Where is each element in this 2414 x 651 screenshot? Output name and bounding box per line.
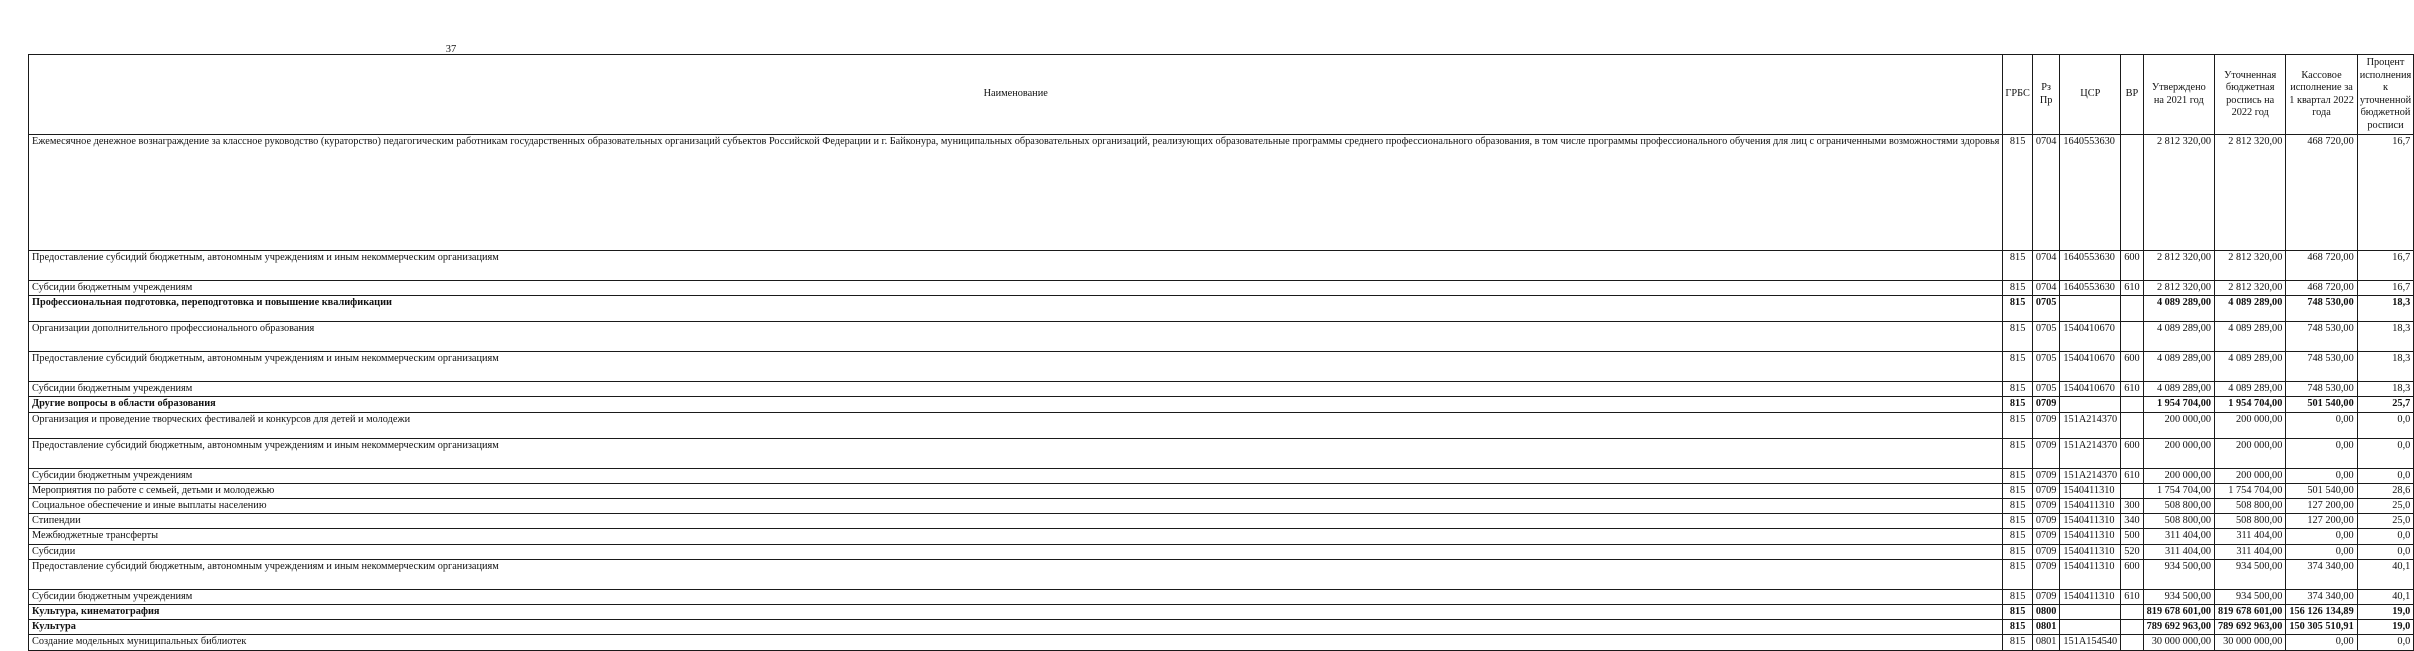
approved-amount-cell: 4 089 289,00 [2143,352,2214,382]
rz-pr-cell: 0709 [2032,412,2060,438]
grbs-cell: 815 [2003,296,2032,322]
csr-cell: 151A154540 [2060,635,2121,650]
refined-amount-cell: 30 000 000,00 [2215,635,2286,650]
csr-cell: 1640553630 [2060,281,2121,296]
rz-pr-cell: 0705 [2032,322,2060,352]
percent-cell: 16,7 [2357,251,2414,281]
approved-amount-cell: 1 754 704,00 [2143,483,2214,498]
approved-amount-cell: 311 404,00 [2143,544,2214,559]
table-row [29,620,2414,635]
rz-pr-cell: 0709 [2032,559,2060,589]
cash-execution-cell: 0,00 [2286,635,2357,650]
table-row [29,296,2414,322]
row-name-cell: Субсидии бюджетным учреждениям [29,382,2003,397]
vr-cell: 600 [2121,438,2143,468]
table-row [29,589,2414,604]
percent-cell: 0,0 [2357,635,2414,650]
grbs-cell: 815 [2003,559,2032,589]
table-row [29,514,2414,529]
csr-cell: 1540410670 [2060,382,2121,397]
header-percent: Процент исполнения к уточненной бюджетной росписи [2357,55,2414,135]
approved-amount-cell: 934 500,00 [2143,559,2214,589]
grbs-cell: 815 [2003,544,2032,559]
percent-cell: 18,3 [2357,296,2414,322]
grbs-cell: 815 [2003,605,2032,620]
csr-cell [2060,296,2121,322]
grbs-cell: 815 [2003,382,2032,397]
header-approved: Утверждено на 2021 год [2143,55,2214,135]
csr-cell: 1540411310 [2060,483,2121,498]
grbs-cell: 815 [2003,281,2032,296]
refined-amount-cell: 934 500,00 [2215,589,2286,604]
rz-pr-cell: 0709 [2032,483,2060,498]
refined-amount-cell: 508 800,00 [2215,499,2286,514]
csr-cell: 151A214370 [2060,438,2121,468]
row-name-cell: Профессиональная подготовка, переподготовка и повышение квалификации [29,296,2003,322]
table-row [29,412,2414,438]
approved-amount-cell: 508 800,00 [2143,514,2214,529]
grbs-cell: 815 [2003,483,2032,498]
table-row [29,397,2414,412]
csr-cell: 1540411310 [2060,529,2121,544]
csr-cell: 1540411310 [2060,514,2121,529]
row-name-cell: Субсидии бюджетным учреждениям [29,281,2003,296]
approved-amount-cell: 819 678 601,00 [2143,605,2214,620]
rz-pr-cell: 0709 [2032,468,2060,483]
vr-cell: 610 [2121,281,2143,296]
refined-amount-cell: 508 800,00 [2215,514,2286,529]
cash-execution-cell: 0,00 [2286,529,2357,544]
rz-pr-cell: 0709 [2032,529,2060,544]
header-name: Наименование [29,55,2003,135]
approved-amount-cell: 2 812 320,00 [2143,135,2214,251]
row-name-cell: Социальное обеспечение и иные выплаты населению [29,499,2003,514]
grbs-cell: 815 [2003,589,2032,604]
row-name-cell: Предоставление субсидий бюджетным, автономным учреждениям и иным некоммерческим организациям [29,251,2003,281]
cash-execution-cell: 0,00 [2286,468,2357,483]
row-name-cell: Предоставление субсидий бюджетным, автономным учреждениям и иным некоммерческим организациям [29,559,2003,589]
approved-amount-cell: 30 000 000,00 [2143,635,2214,650]
vr-cell [2121,620,2143,635]
refined-amount-cell: 311 404,00 [2215,529,2286,544]
approved-amount-cell: 200 000,00 [2143,412,2214,438]
refined-amount-cell: 1 954 704,00 [2215,397,2286,412]
table-row [29,135,2414,251]
cash-execution-cell: 748 530,00 [2286,322,2357,352]
csr-cell: 1640553630 [2060,135,2121,251]
vr-cell: 610 [2121,589,2143,604]
header-cash: Кассовое исполнение за 1 квартал 2022 года [2286,55,2357,135]
grbs-cell: 815 [2003,251,2032,281]
table-row [29,382,2414,397]
cash-execution-cell: 374 340,00 [2286,559,2357,589]
row-name-cell: Субсидии бюджетным учреждениям [29,468,2003,483]
vr-cell: 610 [2121,382,2143,397]
approved-amount-cell: 508 800,00 [2143,499,2214,514]
approved-amount-cell: 200 000,00 [2143,468,2214,483]
grbs-cell: 815 [2003,620,2032,635]
vr-cell [2121,483,2143,498]
row-name-cell: Межбюджетные трансферты [29,529,2003,544]
rz-pr-cell: 0705 [2032,296,2060,322]
rz-pr-cell: 0800 [2032,605,2060,620]
approved-amount-cell: 1 954 704,00 [2143,397,2214,412]
csr-cell: 151A214370 [2060,468,2121,483]
cash-execution-cell: 501 540,00 [2286,483,2357,498]
percent-cell: 25,0 [2357,499,2414,514]
refined-amount-cell: 200 000,00 [2215,412,2286,438]
table-row [29,605,2414,620]
grbs-cell: 815 [2003,352,2032,382]
csr-cell: 1540410670 [2060,352,2121,382]
refined-amount-cell: 2 812 320,00 [2215,135,2286,251]
cash-execution-cell: 0,00 [2286,412,2357,438]
rz-pr-cell: 0705 [2032,352,2060,382]
percent-cell: 0,0 [2357,468,2414,483]
table-row [29,468,2414,483]
vr-cell [2121,412,2143,438]
refined-amount-cell: 2 812 320,00 [2215,281,2286,296]
refined-amount-cell: 2 812 320,00 [2215,251,2286,281]
row-name-cell: Другие вопросы в области образования [29,397,2003,412]
cash-execution-cell: 150 305 510,91 [2286,620,2357,635]
refined-amount-cell: 4 089 289,00 [2215,382,2286,397]
table-row [29,559,2414,589]
percent-cell: 40,1 [2357,589,2414,604]
rz-pr-cell: 0801 [2032,635,2060,650]
table-row [29,352,2414,382]
vr-cell: 600 [2121,559,2143,589]
cash-execution-cell: 0,00 [2286,544,2357,559]
refined-amount-cell: 789 692 963,00 [2215,620,2286,635]
vr-cell [2121,296,2143,322]
vr-cell: 600 [2121,352,2143,382]
refined-amount-cell: 934 500,00 [2215,559,2286,589]
percent-cell: 0,0 [2357,544,2414,559]
csr-cell [2060,605,2121,620]
percent-cell: 19,0 [2357,605,2414,620]
row-name-cell: Стипендии [29,514,2003,529]
cash-execution-cell: 501 540,00 [2286,397,2357,412]
table-row [29,322,2414,352]
vr-cell [2121,135,2143,251]
row-name-cell: Создание модельных муниципальных библиотек [29,635,2003,650]
cash-execution-cell: 468 720,00 [2286,135,2357,251]
refined-amount-cell: 4 089 289,00 [2215,296,2286,322]
cash-execution-cell: 0,00 [2286,438,2357,468]
cash-execution-cell: 127 200,00 [2286,499,2357,514]
grbs-cell: 815 [2003,529,2032,544]
percent-cell: 0,0 [2357,529,2414,544]
rz-pr-cell: 0704 [2032,251,2060,281]
vr-cell: 520 [2121,544,2143,559]
header-csr: ЦСР [2060,55,2121,135]
row-name-cell: Культура [29,620,2003,635]
refined-amount-cell: 4 089 289,00 [2215,352,2286,382]
approved-amount-cell: 2 812 320,00 [2143,281,2214,296]
refined-amount-cell: 311 404,00 [2215,544,2286,559]
cash-execution-cell: 748 530,00 [2286,296,2357,322]
percent-cell: 0,0 [2357,412,2414,438]
row-name-cell: Ежемесячное денежное вознаграждение за классное руководство (кураторство) педагогическим работникам государственных образовательных организаций субъектов Российской Федерации и г. Байконура, муниципальных образовательных организаций, реализующих образовательные программы среднего профессионального образования, в том числе программы профессионального обучения для лиц с ограниченными возможностями здоровья [29,135,2003,251]
rz-pr-cell: 0705 [2032,382,2060,397]
refined-amount-cell: 200 000,00 [2215,438,2286,468]
table-row [29,281,2414,296]
cash-execution-cell: 748 530,00 [2286,382,2357,397]
approved-amount-cell: 4 089 289,00 [2143,322,2214,352]
grbs-cell: 815 [2003,468,2032,483]
csr-cell: 1540411310 [2060,544,2121,559]
vr-cell [2121,397,2143,412]
csr-cell: 1540411310 [2060,499,2121,514]
table-row [29,251,2414,281]
rz-pr-cell: 0709 [2032,499,2060,514]
rz-pr-cell: 0709 [2032,589,2060,604]
percent-cell: 25,7 [2357,397,2414,412]
table-row [29,499,2414,514]
csr-cell: 1640553630 [2060,251,2121,281]
percent-cell: 18,3 [2357,382,2414,397]
cash-execution-cell: 156 126 134,89 [2286,605,2357,620]
refined-amount-cell: 819 678 601,00 [2215,605,2286,620]
vr-cell: 340 [2121,514,2143,529]
vr-cell: 500 [2121,529,2143,544]
csr-cell: 1540411310 [2060,559,2121,589]
csr-cell: 1540411310 [2060,589,2121,604]
vr-cell: 610 [2121,468,2143,483]
header-grbs: ГРБС [2003,55,2032,135]
table-row [29,483,2414,498]
percent-cell: 40,1 [2357,559,2414,589]
refined-amount-cell: 1 754 704,00 [2215,483,2286,498]
header-rz-pr: Рз Пр [2032,55,2060,135]
rz-pr-cell: 0801 [2032,620,2060,635]
grbs-cell: 815 [2003,514,2032,529]
header-vr: ВР [2121,55,2143,135]
percent-cell: 19,0 [2357,620,2414,635]
csr-cell [2060,620,2121,635]
row-name-cell: Субсидии [29,544,2003,559]
table-body [29,135,2414,651]
csr-cell [2060,397,2121,412]
vr-cell: 600 [2121,251,2143,281]
approved-amount-cell: 200 000,00 [2143,438,2214,468]
row-name-cell: Субсидии бюджетным учреждениям [29,589,2003,604]
budget-execution-table [28,54,2414,651]
approved-amount-cell: 311 404,00 [2143,529,2214,544]
header-refined: Уточненная бюджетная роспись на 2022 год [2215,55,2286,135]
table-row [29,438,2414,468]
rz-pr-cell: 0704 [2032,135,2060,251]
table-row [29,544,2414,559]
grbs-cell: 815 [2003,322,2032,352]
row-name-cell: Предоставление субсидий бюджетным, автономным учреждениям и иным некоммерческим организациям [29,438,2003,468]
grbs-cell: 815 [2003,397,2032,412]
cash-execution-cell: 748 530,00 [2286,352,2357,382]
grbs-cell: 815 [2003,499,2032,514]
cash-execution-cell: 468 720,00 [2286,281,2357,296]
percent-cell: 16,7 [2357,135,2414,251]
grbs-cell: 815 [2003,438,2032,468]
csr-cell: 151A214370 [2060,412,2121,438]
table-row [29,529,2414,544]
row-name-cell: Организация и проведение творческих фестивалей и конкурсов для детей и молодежи [29,412,2003,438]
cash-execution-cell: 127 200,00 [2286,514,2357,529]
rz-pr-cell: 0709 [2032,544,2060,559]
grbs-cell: 815 [2003,412,2032,438]
csr-cell: 1540410670 [2060,322,2121,352]
approved-amount-cell: 934 500,00 [2143,589,2214,604]
table-header-row [29,55,2414,135]
percent-cell: 28,6 [2357,483,2414,498]
rz-pr-cell: 0704 [2032,281,2060,296]
approved-amount-cell: 2 812 320,00 [2143,251,2214,281]
rz-pr-cell: 0709 [2032,514,2060,529]
row-name-cell: Предоставление субсидий бюджетным, автономным учреждениям и иным некоммерческим организациям [29,352,2003,382]
grbs-cell: 815 [2003,635,2032,650]
cash-execution-cell: 468 720,00 [2286,251,2357,281]
refined-amount-cell: 4 089 289,00 [2215,322,2286,352]
row-name-cell: Организации дополнительного профессионального образования [29,322,2003,352]
approved-amount-cell: 4 089 289,00 [2143,382,2214,397]
vr-cell [2121,322,2143,352]
vr-cell [2121,605,2143,620]
cash-execution-cell: 374 340,00 [2286,589,2357,604]
row-name-cell: Культура, кинематография [29,605,2003,620]
percent-cell: 16,7 [2357,281,2414,296]
percent-cell: 18,3 [2357,322,2414,352]
grbs-cell: 815 [2003,135,2032,251]
percent-cell: 18,3 [2357,352,2414,382]
rz-pr-cell: 0709 [2032,438,2060,468]
refined-amount-cell: 200 000,00 [2215,468,2286,483]
percent-cell: 25,0 [2357,514,2414,529]
table-row [29,635,2414,650]
percent-cell: 0,0 [2357,438,2414,468]
approved-amount-cell: 4 089 289,00 [2143,296,2214,322]
page-number: 37 [445,44,457,55]
rz-pr-cell: 0709 [2032,397,2060,412]
approved-amount-cell: 789 692 963,00 [2143,620,2214,635]
vr-cell: 300 [2121,499,2143,514]
row-name-cell: Мероприятия по работе с семьей, детьми и молодежью [29,483,2003,498]
vr-cell [2121,635,2143,650]
